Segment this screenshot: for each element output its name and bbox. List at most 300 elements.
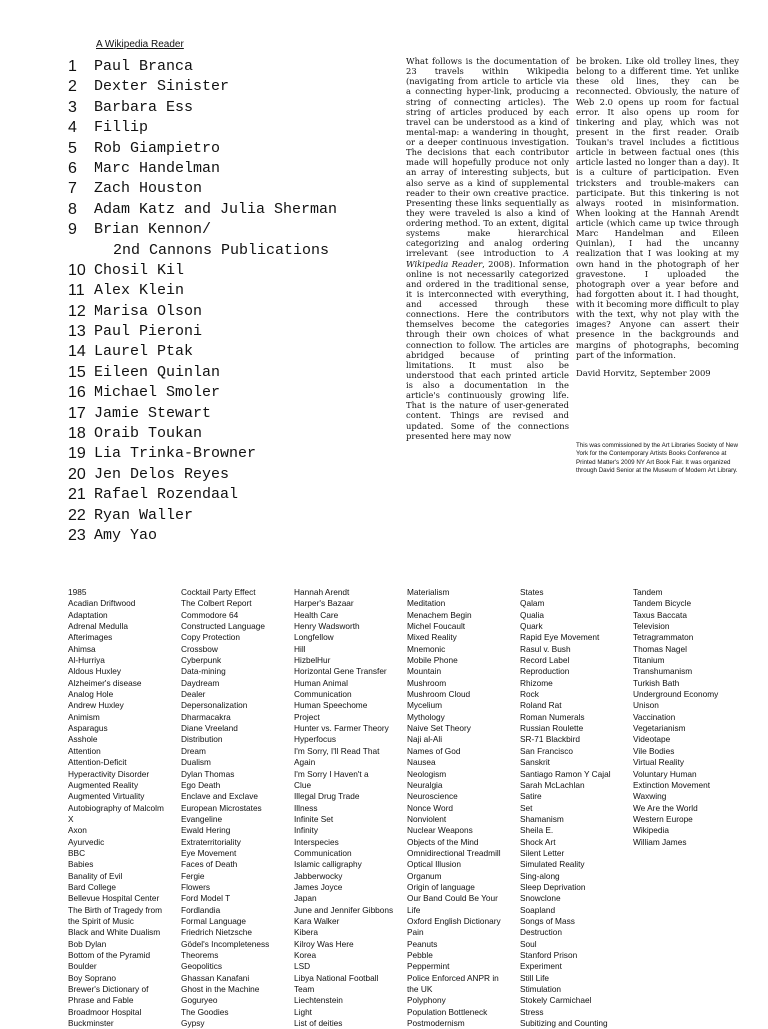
index-entry: Eye Movement <box>181 847 237 858</box>
index-entry: Jabberwocky <box>294 870 343 881</box>
index-entry: Stimulation <box>520 984 562 995</box>
index-entry: Fergie <box>181 870 205 881</box>
index-entry: Soapland <box>520 904 556 915</box>
index-entry: Harper's Bazaar <box>294 598 354 609</box>
index-column-1 <box>68 587 180 1029</box>
index-entry: BBC <box>68 847 86 858</box>
contributor-name <box>94 363 220 383</box>
index-entry: Libya National Football <box>294 972 379 983</box>
index-entry: Roman Numerals <box>520 711 585 722</box>
index-entry: Shamanism <box>520 813 564 824</box>
contributor-name <box>94 220 329 261</box>
index-entry: Destruction <box>520 927 562 938</box>
index-entry: Pain <box>407 927 424 938</box>
contributor-number: 5 <box>68 139 77 157</box>
index-entry: Banality of Evil <box>68 870 123 881</box>
index-entry: Kara Walker <box>294 915 340 926</box>
index-entry: Kilroy Was Here <box>294 938 354 949</box>
index-entry: Al-Hurriya <box>68 655 105 666</box>
index-entry: June and Jennifer Gibbons <box>294 904 394 915</box>
index-entry: Rock <box>520 689 539 700</box>
index-entry: Ford Model T <box>181 893 231 904</box>
index-entry: Mountain <box>407 666 442 677</box>
index-entry: Asparagus <box>68 723 108 734</box>
index-entry: Interspecies <box>294 836 339 847</box>
index-entry: Nonce Word <box>407 802 453 813</box>
index-entry: Asshole <box>68 734 98 745</box>
index-entry: Shock Art <box>520 836 556 847</box>
index-entry: LSD <box>294 961 311 972</box>
contributor-number: 16 <box>68 384 86 402</box>
contributor-item <box>68 77 368 97</box>
index-entry: Phrase and Fable <box>68 995 134 1006</box>
contributor-number: 14 <box>68 343 86 361</box>
index-entry: Population Bottleneck <box>407 1006 488 1017</box>
index-entry: Copy Protection <box>181 632 241 643</box>
contributor-number: 1 <box>68 58 77 75</box>
index-entry: Data-mining <box>181 666 226 677</box>
index-entry: Friedrich Nietzsche <box>181 927 253 938</box>
index-entry: Vaccination <box>633 711 676 722</box>
index-entry: Constructed Language <box>181 621 265 632</box>
index-entry: Cocktail Party Effect <box>181 587 256 597</box>
contributor-number: 9 <box>68 221 77 239</box>
contributor-number: 3 <box>68 98 77 116</box>
index-entry: Stokely Carmichael <box>520 995 592 1006</box>
index-entry: Santiago Ramon Y Cajal <box>520 768 611 779</box>
index-entry: European Microstates <box>181 802 262 813</box>
contributor-name-text: Jen Delos Reyes <box>94 465 230 483</box>
index-entry: Stanford Prison <box>520 950 578 960</box>
index-entry: Polyphony <box>407 995 446 1006</box>
index-entry: the UK <box>407 984 433 995</box>
index-entry: Flowers <box>181 881 211 892</box>
index-column-6 <box>633 587 745 848</box>
index-entry: Hill <box>294 643 306 654</box>
essay-column-1 <box>406 56 569 441</box>
index-entry: Daydream <box>181 677 220 688</box>
index-entry: Brewer's Dictionary of <box>68 984 149 995</box>
index-column-5 <box>520 587 632 1029</box>
contributor-number: 7 <box>68 180 77 198</box>
index-entry: Crossbow <box>181 643 218 654</box>
contributor-item <box>68 506 368 526</box>
index-entry: Record Label <box>520 655 570 666</box>
index-entry: HizbelHur <box>294 655 331 666</box>
index-entry: I'm Sorry, I'll Read That <box>294 745 380 756</box>
index-entry: Formal Language <box>181 915 247 926</box>
index-entry: Neologism <box>407 768 447 779</box>
index-entry: Simulated Reality <box>520 859 585 870</box>
index-entry: Neuroscience <box>407 791 458 802</box>
contributor-list <box>68 57 368 546</box>
index-entry: Light <box>294 1006 312 1017</box>
contributor-name-text: Marisa Olson <box>94 302 203 320</box>
contributor-number: 13 <box>68 323 86 341</box>
index-entry: Tetragrammaton <box>633 632 694 643</box>
contributor-item <box>68 139 368 159</box>
index-entry: We Are the World <box>633 802 698 813</box>
index-entry: Commodore 64 <box>181 609 239 620</box>
contributor-name <box>94 179 202 199</box>
contributor-name-text: Jamie Stewart <box>94 404 212 422</box>
index-entry: Adrenal Medulla <box>68 621 128 632</box>
index-entry: Meditation <box>407 598 446 609</box>
index-entry: Songs of Mass <box>520 915 575 926</box>
contributor-item <box>68 281 368 301</box>
contributor-name-text: Rafael Rozendaal <box>94 486 239 504</box>
index-entry: Islamic calligraphy <box>294 859 362 870</box>
index-entry: Nuclear Weapons <box>407 825 473 836</box>
index-entry: Origin of language <box>407 881 475 892</box>
index-entry: Augmented Reality <box>68 779 139 790</box>
index-entry: Reproduction <box>520 666 570 677</box>
contributor-item <box>68 322 368 342</box>
index-entry: SR-71 Blackbird <box>520 734 580 745</box>
index-entry: Snowclone <box>520 893 561 904</box>
index-entry: Mushroom Cloud <box>407 689 471 700</box>
contributor-item <box>68 444 368 464</box>
index-entry: Black and White Dualism <box>68 927 161 938</box>
contributor-name <box>94 526 157 546</box>
contributor-number: 22 <box>68 506 86 524</box>
contributor-item <box>68 465 368 485</box>
contributor-name-text: Amy Yao <box>94 527 158 544</box>
index-entry: Ayurvedic <box>68 836 105 847</box>
index-entry: Voluntary Human <box>633 768 697 779</box>
index-entry: Oxford English Dictionary <box>407 915 501 926</box>
index-entry: Analog Hole <box>68 689 114 700</box>
index-entry: Extinction Movement <box>633 779 711 790</box>
index-entry: The Colbert Report <box>181 598 252 609</box>
index-entry: Russian Roulette <box>520 723 584 734</box>
contributor-name-text: Zach Houston <box>94 180 203 198</box>
index-entry: Subitizing and Counting <box>520 1018 608 1029</box>
contributor-item <box>68 159 368 179</box>
essay-text-a: What follows is the documentation of 23 travels within Wikipedia (navigating from article to article via a connecting hyper-link, producing a string of connecting articles). The string of articles produced by each travel can be understood as a kind of mental-map: a wandering in thought, or a deeper continuous investigation. The decisions that each contributor made will hopefully produce not only an array of interesting subjects, but also serve as a kind of supplemental reader to their own creative practice. Presenting these links sequentially as they were traveled is also a kind of ordering method. To an extent, digital systems make hierarchical categorizing and analog ordering irrelevant (see introduction to <box>406 56 569 259</box>
index-entry: Mobile Phone <box>407 655 458 666</box>
index-entry: Again <box>294 757 316 768</box>
index-entry: Peanuts <box>407 938 438 949</box>
index-entry: Acadian Driftwood <box>68 598 136 609</box>
contributor-name <box>94 302 202 322</box>
index-entry: Human Speechome <box>294 700 368 711</box>
index-entry: List of deities <box>294 1018 343 1029</box>
index-entry: I'm Sorry I Haven't a <box>294 768 369 779</box>
contributor-name <box>94 200 337 220</box>
contributor-name <box>94 159 220 179</box>
contributor-item <box>68 383 368 403</box>
index-entry: Boulder <box>68 961 97 972</box>
contributor-name <box>94 98 193 118</box>
index-entry: Hannah Arendt <box>294 587 350 597</box>
index-entry: Soul <box>520 938 537 949</box>
index-entry: Taxus Baccata <box>633 609 687 620</box>
index-entry: Clue <box>294 779 312 790</box>
index-entry: Mythology <box>407 711 445 722</box>
contributor-name <box>94 465 229 485</box>
contributor-name <box>94 139 220 159</box>
index-entry: Cyberpunk <box>181 655 222 666</box>
index-entry: Hyperactivity Disorder <box>68 768 150 779</box>
index-entry: Materialism <box>407 587 450 597</box>
index-entry: The Birth of Tragedy from <box>68 904 163 915</box>
index-entry: Set <box>520 802 533 813</box>
index-entry: Gödel's Incompleteness <box>181 938 270 949</box>
index-entry: 1985 <box>68 587 87 597</box>
index-entry: Organum <box>407 870 442 881</box>
index-entry: Thomas Nagel <box>633 643 687 654</box>
contributor-item <box>68 342 368 362</box>
index-entry: Dylan Thomas <box>181 768 235 779</box>
index-entry: Titanium <box>633 655 665 666</box>
index-entry: Bard College <box>68 881 116 892</box>
contributor-name <box>94 118 148 138</box>
index-entry: Infinite Set <box>294 813 334 824</box>
index-entry: Kibera <box>294 927 318 938</box>
index-entry: States <box>520 587 544 597</box>
index-column-2 <box>181 587 293 1029</box>
contributor-number: 8 <box>68 200 77 218</box>
index-entry: Western Europe <box>633 813 693 824</box>
contributor-name-text: Chosil Kil <box>94 261 185 279</box>
index-entry: Transhumanism <box>633 666 693 677</box>
index-entry: Wikipedia <box>633 825 669 836</box>
index-entry: Underground Economy <box>633 689 719 700</box>
contributor-item <box>68 302 368 322</box>
index-entry: Communication <box>294 847 352 858</box>
index-entry: Ego Death <box>181 779 221 790</box>
index-entry: Stress <box>520 1006 544 1017</box>
contributor-item <box>68 98 368 118</box>
essay-text-b: , 2008). Information online is not necessarily categorized and ordered in the traditional sense, it is interconnected with everything, and accessed through these connections. Here the contributors themselves become the categories through their own choices of what connection to follow. The articles are abridged because of printing limitations. It must also be understood that each printed article is also a documentation in the article's continuously growing life. That is the nature of user-generated content. Things are revised and updated. Some of the connections presented here may now <box>406 258 569 441</box>
index-entry: Mixed Reality <box>407 632 457 643</box>
index-entry: Nausea <box>407 757 436 768</box>
index-entry: Objects of the Mind <box>407 836 479 847</box>
contributor-name <box>94 404 211 424</box>
contributor-item <box>68 261 368 281</box>
contributor-name-text: Paul Pieroni <box>94 323 203 341</box>
contributor-name-text: Eileen Quinlan <box>94 363 221 381</box>
index-entry: Life <box>407 904 421 915</box>
index-entry: Ghost in the Machine <box>181 984 260 995</box>
index-entry: Bellevue Hospital Center <box>68 893 160 904</box>
index-entry: Experiment <box>520 961 562 972</box>
contributor-item <box>68 200 368 220</box>
contributor-name <box>94 383 220 403</box>
index-entry: Mnemonic <box>407 643 446 654</box>
index-entry: Unison <box>633 700 659 711</box>
contributor-name <box>94 444 256 464</box>
index-entry: Japan <box>294 893 317 904</box>
contributor-number: 12 <box>68 302 86 320</box>
contributor-name-text: Barbara Ess <box>94 98 194 116</box>
index-entry: Naive Set Theory <box>407 723 471 734</box>
index-entry: Communication <box>294 689 352 700</box>
index-entry: Augmented Virtuality <box>68 791 145 802</box>
contributor-name-text: Paul Branca <box>94 58 194 75</box>
index-entry: Sarah McLachlan <box>520 779 585 790</box>
contributor-name <box>94 57 193 77</box>
index-entry: Extraterritoriality <box>181 836 241 847</box>
index-entry: Neuralgia <box>407 779 443 790</box>
contributor-item <box>68 404 368 424</box>
contributor-item <box>68 526 368 546</box>
index-entry: Rasul v. Bush <box>520 643 571 654</box>
essay-signature: David Horvitz, September 2009 <box>576 367 711 378</box>
index-entry: Sleep Deprivation <box>520 881 586 892</box>
contributor-name <box>94 261 184 281</box>
index-entry: Ghassan Kanafani <box>181 972 250 983</box>
contributor-item <box>68 179 368 199</box>
index-entry: Omnidirectional Treadmill <box>407 847 501 858</box>
index-entry: Korea <box>294 950 317 960</box>
contributor-item <box>68 363 368 383</box>
index-entry: Optical Illusion <box>407 859 461 870</box>
index-entry: Postmodernism <box>407 1018 465 1029</box>
index-entry: Illegal Drug Trade <box>294 791 360 802</box>
index-entry: Peppermint <box>407 961 450 972</box>
index-entry: James Joyce <box>294 881 343 892</box>
contributor-number: 17 <box>68 404 86 422</box>
index-entry: Quark <box>520 621 543 632</box>
contributor-name-text: Dexter Sinister <box>94 78 230 96</box>
contributor-name-text: Adam Katz and Julia Sherman <box>94 200 338 218</box>
essay-column-2 <box>576 56 739 378</box>
contributor-name <box>94 485 238 505</box>
index-entry: William James <box>633 836 687 847</box>
index-entry: Theorems <box>181 950 219 960</box>
essay-book-title: A Wikipedia Reader <box>406 248 569 269</box>
index-entry: Autobiography of Malcolm <box>68 802 164 813</box>
index-entry: Mushroom <box>407 677 447 688</box>
contributor-name-text: Oraib Toukan <box>94 425 203 443</box>
contributor-item <box>68 118 368 138</box>
index-entry: Health Care <box>294 609 339 620</box>
index-entry: X <box>68 813 74 824</box>
index-entry: Sheila E. <box>520 825 554 836</box>
contributor-name-text: Ryan Waller <box>94 506 194 524</box>
index-entry: Aldous Huxley <box>68 666 122 677</box>
index-entry: Attention <box>68 745 101 756</box>
index-entry: Tandem <box>633 587 663 597</box>
contributor-number: 18 <box>68 425 86 443</box>
index-entry: Videotape <box>633 734 671 745</box>
index-entry: Hunter vs. Farmer Theory <box>294 723 389 734</box>
contributor-name-text: Alex Klein <box>94 282 185 300</box>
contributor-number: 19 <box>68 445 86 463</box>
index-entry: Hyperfocus <box>294 734 336 745</box>
index-entry: Depersonalization <box>181 700 248 711</box>
contributor-name <box>94 281 184 301</box>
index-entry: Team <box>294 984 315 995</box>
contributor-number: 4 <box>68 119 77 137</box>
essay-paragraph-1 <box>406 56 569 441</box>
contributor-item <box>68 220 368 261</box>
index-entry: Ahimsa <box>68 643 96 654</box>
index-entry: Distribution <box>181 734 223 745</box>
contributor-number: 2 <box>68 78 77 96</box>
index-entry: Fordlandia <box>181 904 221 915</box>
index-entry: Sing-along <box>520 870 560 881</box>
index-entry: Faces of Death <box>181 859 238 870</box>
index-entry: Michel Foucault <box>407 621 466 632</box>
index-entry: Still Life <box>520 972 550 983</box>
contributor-name <box>94 342 193 362</box>
contributor-name <box>94 322 202 342</box>
contributor-number: 6 <box>68 159 77 177</box>
index-entry: Dealer <box>181 689 206 700</box>
index-entry: Alzheimer's disease <box>68 677 142 688</box>
reader-title: A Wikipedia Reader <box>96 39 184 50</box>
index-entry: Broadmoor Hospital <box>68 1006 142 1017</box>
index-entry: Satire <box>520 791 542 802</box>
index-entry: Human Animal <box>294 677 348 688</box>
contributor-item <box>68 424 368 444</box>
index-entry: Afterimages <box>68 632 113 643</box>
index-entry: Evangeline <box>181 813 223 824</box>
contributor-number: 23 <box>68 527 86 544</box>
index-entry: Boy Soprano <box>68 972 116 983</box>
index-entry: Pebble <box>407 950 433 960</box>
index-entry: Liechtenstein <box>294 995 343 1006</box>
contributor-number: 11 <box>68 282 85 300</box>
index-entry: Silent Letter <box>520 847 565 858</box>
index-entry: Project <box>294 711 320 722</box>
contributor-name <box>94 77 229 97</box>
contributor-number: 15 <box>68 363 86 381</box>
index-entry: Bob Dylan <box>68 938 107 949</box>
index-entry: Virtual Reality <box>633 757 685 768</box>
essay-paragraph-2: be broken. Like old trolley lines, they belong to a different time. Yet unlike these old lines, they can be reconnected. Obviously, the nature of Web 2.0 opens up room for factual error. It also opens up room for tinkering and play, which was not present in the first reader. Oraib Toukan's travel includes a fictitious article in between factual ones (this article lasted no longer than a day). It is a culture of participation. Even tricksters and trouble-makers can participate. But this tinkering is not always rooted in misinformation. When looking at the Hannah Arendt article (which came up twice through Marc Handelman and Eileen Quinlan), I had the uncanny realization that I was looking at my own hand in the photograph of her gravestone. I uploaded the photograph over a year before and had forgotten about it. I had thought, with it becoming more difficult to play with the text, why not play with the images? Anyone can assert their presence in the backgrounds and margins of photographs, becoming part of the information. <box>576 56 739 360</box>
index-column-4 <box>407 587 519 1029</box>
index-entry: Qalam <box>520 598 545 609</box>
index-column-3 <box>294 587 406 1029</box>
index-entry: Attention-Deficit <box>68 757 127 768</box>
index-entry: the Spirit of Music <box>68 915 134 926</box>
contributor-number: 21 <box>68 486 86 504</box>
index-entry: Tandem Bicycle <box>633 598 692 609</box>
index-entry: Enclave and Exclave <box>181 791 259 802</box>
contributor-item <box>68 57 368 77</box>
contributor-item <box>68 485 368 505</box>
index-entry: Babies <box>68 859 94 870</box>
index-entry: Our Band Could Be Your <box>407 893 498 904</box>
index-entry: Television <box>633 621 670 632</box>
contributor-name-text: Lia Trinka-Browner <box>94 445 257 463</box>
index-entry: Infinity <box>294 825 318 836</box>
index-entry: Qualia <box>520 609 544 620</box>
index-entry: Buckminster <box>68 1018 114 1029</box>
contributor-name-text: Brian Kennon/ <box>94 221 212 239</box>
index-entry: Waxwing <box>633 791 667 802</box>
index-entry: Gypsy <box>181 1018 205 1029</box>
index-entry: Nonviolent <box>407 813 447 824</box>
index-entry: Goguryeo <box>181 995 218 1006</box>
contributor-number: 10 <box>68 261 86 279</box>
index-entry: Henry Wadsworth <box>294 621 360 632</box>
index-entry: Horizontal Gene Transfer <box>294 666 387 677</box>
contributor-name-text: Marc Handelman <box>94 159 221 177</box>
contributor-name-text: Fillip <box>94 119 149 137</box>
index-entry: Geopolitics <box>181 961 223 972</box>
contributor-name-continued: 2nd Cannons Publications <box>113 241 330 259</box>
contributor-name-text: Laurel Ptak <box>94 343 194 361</box>
index-entry: Dualism <box>181 757 211 768</box>
index-entry: Andrew Huxley <box>68 700 124 711</box>
index-entry: Dharmacakra <box>181 711 231 722</box>
index-entry: Rhizome <box>520 677 553 688</box>
